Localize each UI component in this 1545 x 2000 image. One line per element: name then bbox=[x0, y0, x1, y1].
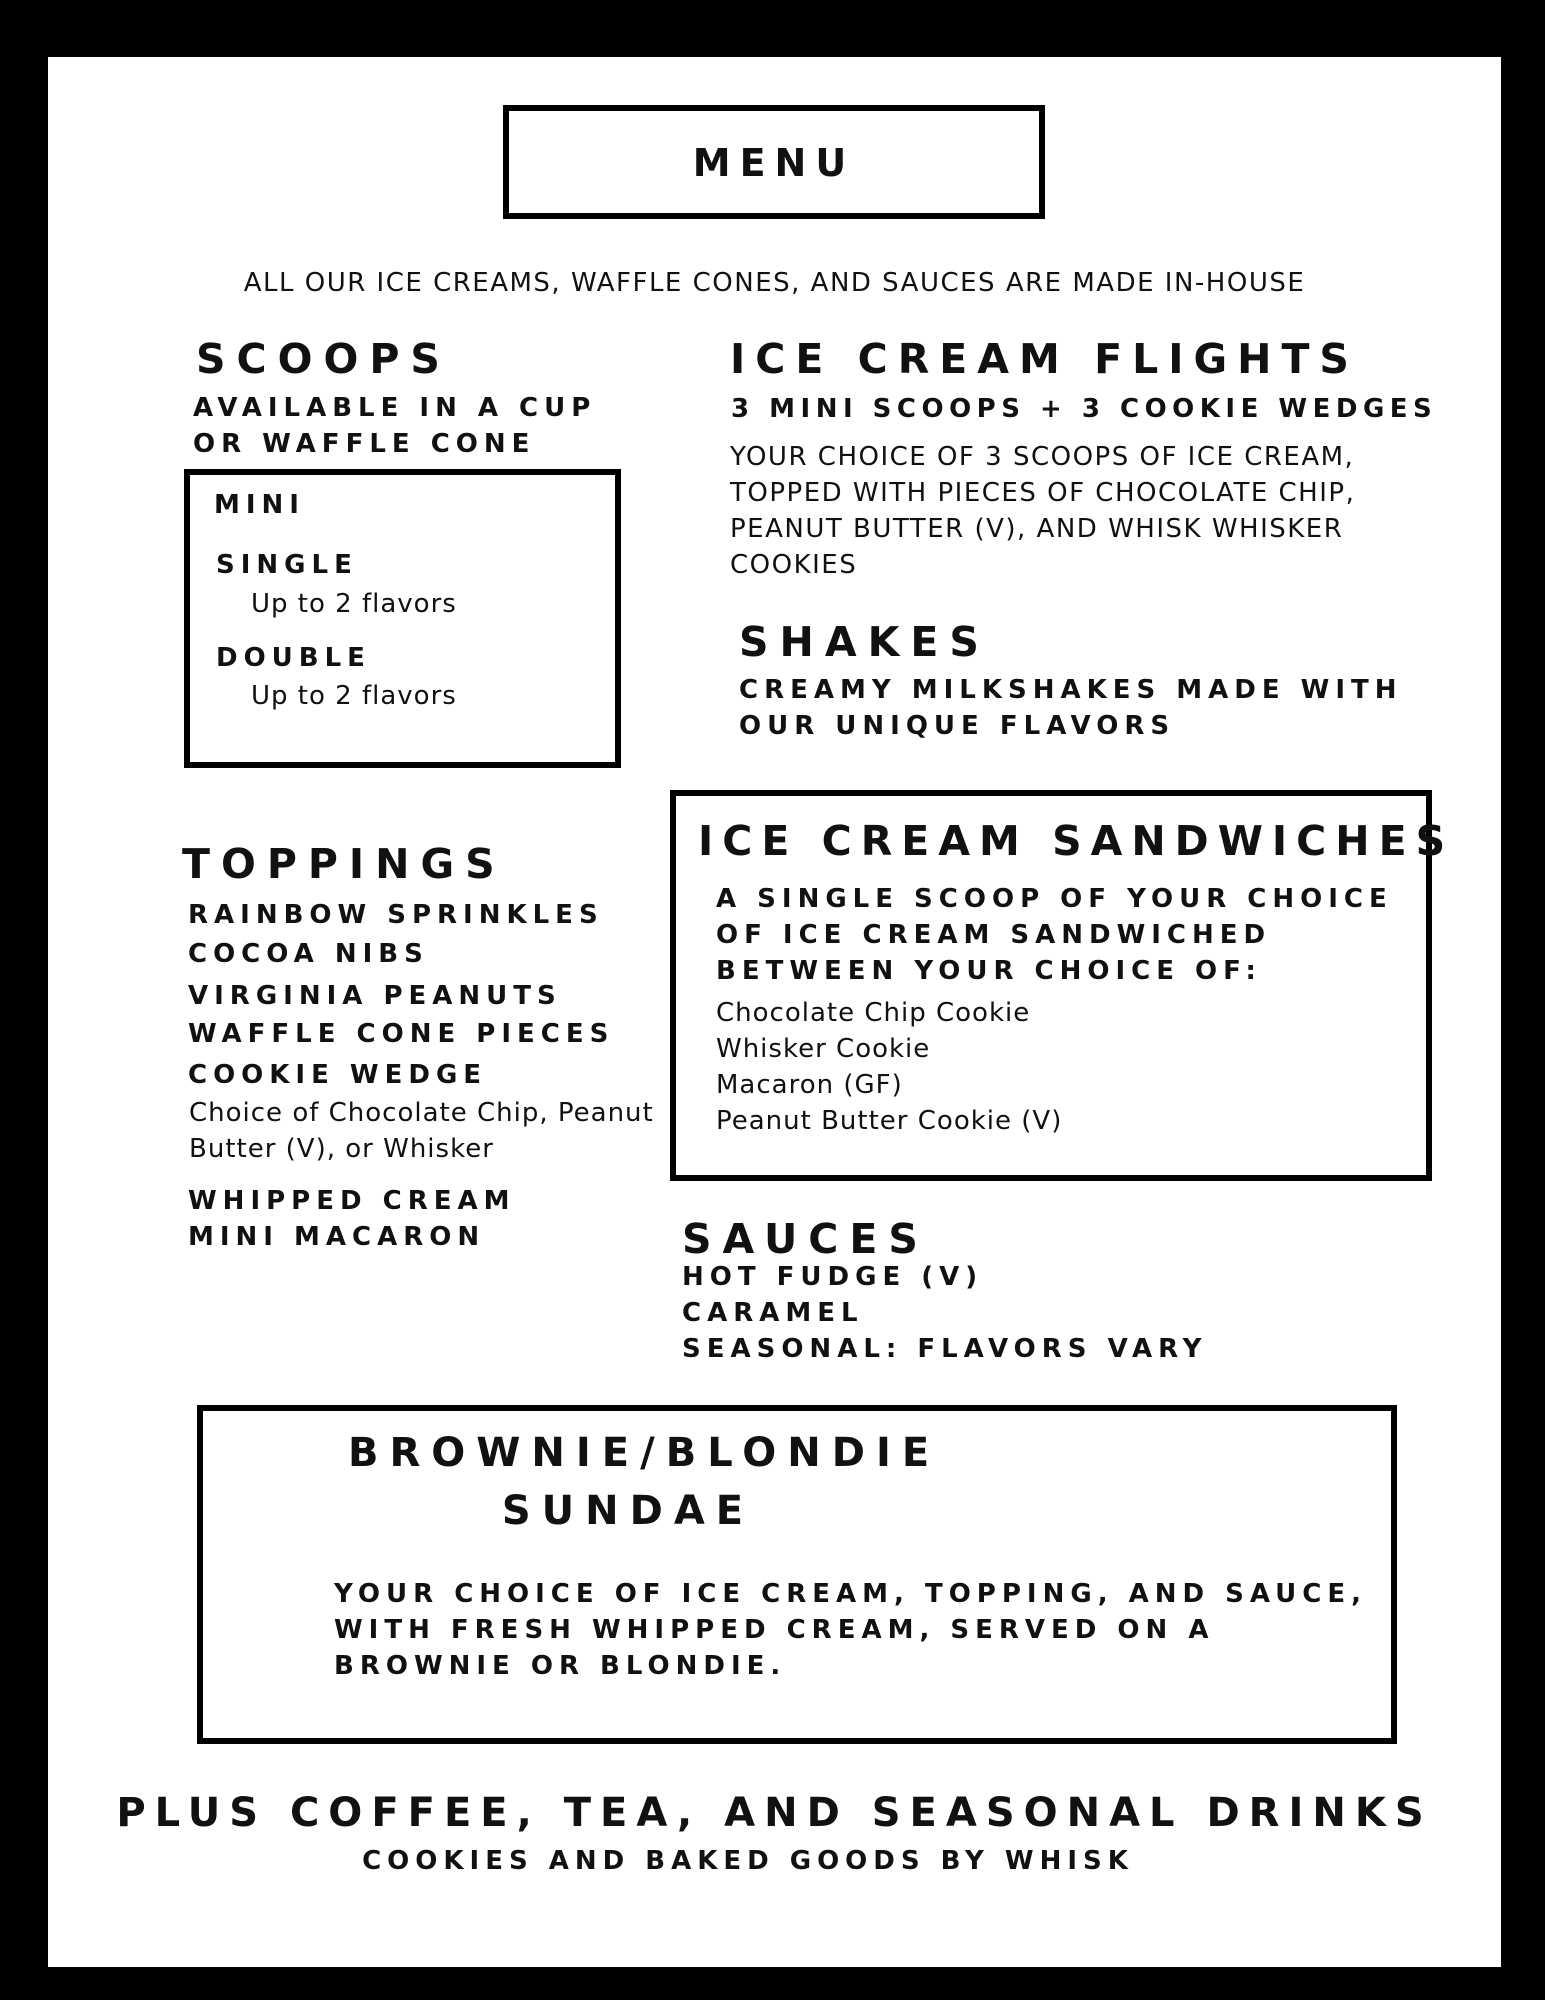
sauce-item: HOT FUDGE (V) bbox=[682, 1262, 984, 1292]
sundae-description-line: YOUR CHOICE OF ICE CREAM, TOPPING, AND SAUCE, bbox=[334, 1579, 1368, 1609]
shakes-title: SHAKES bbox=[739, 618, 990, 666]
topping-item: WHIPPED CREAM bbox=[188, 1186, 516, 1216]
sundae-description-line: WITH FRESH WHIPPED CREAM, SERVED ON A bbox=[334, 1615, 1215, 1645]
size-note: Up to 2 flavors bbox=[251, 681, 457, 711]
menu-title: MENU bbox=[692, 141, 856, 185]
flights-title: ICE CREAM FLIGHTS bbox=[730, 335, 1359, 383]
scoops-subtitle bbox=[193, 390, 596, 462]
shakes-subtitle bbox=[739, 672, 1403, 744]
toppings-group bbox=[188, 1183, 515, 1255]
scoops-subtitle-line: AVAILABLE IN A CUP bbox=[193, 393, 597, 423]
sandwich-option: Chocolate Chip Cookie bbox=[716, 998, 1031, 1028]
toppings-title: TOPPINGS bbox=[182, 840, 506, 888]
sandwiches-subtitle-line: BETWEEN YOUR CHOICE OF: bbox=[716, 956, 1262, 986]
sandwich-option: Whisker Cookie bbox=[716, 1034, 931, 1064]
sundae-description-line: BROWNIE OR BLONDIE. bbox=[334, 1651, 787, 1681]
sandwich-options bbox=[716, 995, 1062, 1139]
sandwich-option: Peanut Butter Cookie (V) bbox=[716, 1106, 1063, 1136]
shakes-subtitle-line: CREAMY MILKSHAKES MADE WITH bbox=[739, 675, 1403, 705]
flights-description-line: COOKIES bbox=[730, 550, 858, 580]
toppings-group bbox=[188, 896, 604, 974]
menu-title-box bbox=[503, 105, 1045, 219]
sundae-title bbox=[348, 1424, 941, 1540]
cookie-wedge-note-line: Choice of Chocolate Chip, Peanut bbox=[189, 1098, 654, 1128]
drinks-line: PLUS COFFEE, TEA, AND SEASONAL DRINKS bbox=[116, 1790, 1433, 1836]
sundae-title-line: SUNDAE bbox=[501, 1488, 755, 1534]
cookie-wedge-note-line: Butter (V), or Whisker bbox=[189, 1134, 494, 1164]
sundae-title-line: BROWNIE/BLONDIE bbox=[348, 1430, 941, 1476]
flights-description-line: YOUR CHOICE OF 3 SCOOPS OF ICE CREAM, bbox=[730, 442, 1355, 472]
sundae-description bbox=[334, 1576, 1367, 1684]
scoops-subtitle-line: OR WAFFLE CONE bbox=[193, 429, 536, 459]
size-name: MINI bbox=[214, 490, 305, 520]
scoops-title: SCOOPS bbox=[196, 335, 451, 383]
topping-item: COCOA NIBS bbox=[188, 939, 429, 969]
sauce-item: CARAMEL bbox=[682, 1298, 864, 1328]
topping-item: WAFFLE CONE PIECES bbox=[188, 1019, 615, 1049]
intro-text: ALL OUR ICE CREAMS, WAFFLE CONES, AND SAUCES ARE MADE IN-HOUSE bbox=[243, 268, 1306, 298]
flights-description bbox=[730, 439, 1355, 583]
sauces-list bbox=[682, 1259, 1208, 1367]
sandwich-option: Macaron (GF) bbox=[716, 1070, 903, 1100]
sandwiches-subtitle bbox=[716, 881, 1393, 989]
size-note: Up to 2 flavors bbox=[251, 589, 457, 619]
size-name: DOUBLE bbox=[216, 643, 371, 673]
topping-item: RAINBOW SPRINKLES bbox=[188, 900, 604, 930]
menu-page bbox=[48, 57, 1501, 1967]
toppings-group bbox=[188, 977, 614, 1053]
sandwiches-title: ICE CREAM SANDWICHES bbox=[698, 817, 1455, 865]
shakes-subtitle-line: OUR UNIQUE FLAVORS bbox=[739, 711, 1176, 741]
flights-description-line: PEANUT BUTTER (V), AND WHISK WHISKER bbox=[730, 514, 1344, 544]
topping-item: VIRGINIA PEANUTS bbox=[188, 981, 562, 1011]
flights-description-line: TOPPED WITH PIECES OF CHOCOLATE CHIP, bbox=[730, 478, 1356, 508]
sauces-title: SAUCES bbox=[682, 1215, 929, 1263]
sandwiches-subtitle-line: A SINGLE SCOOP OF YOUR CHOICE bbox=[716, 884, 1393, 914]
bakery-credit: COOKIES AND BAKED GOODS BY WHISK bbox=[362, 1846, 1134, 1876]
cookie-wedge-note bbox=[189, 1095, 654, 1167]
topping-item: MINI MACARON bbox=[188, 1222, 486, 1252]
size-name: SINGLE bbox=[216, 550, 358, 580]
flights-subtitle: 3 MINI SCOOPS + 3 COOKIE WEDGES bbox=[731, 394, 1438, 424]
sauce-item: SEASONAL: FLAVORS VARY bbox=[682, 1334, 1208, 1364]
topping-item: COOKIE WEDGE bbox=[188, 1060, 488, 1090]
sandwiches-subtitle-line: OF ICE CREAM SANDWICHED bbox=[716, 920, 1272, 950]
